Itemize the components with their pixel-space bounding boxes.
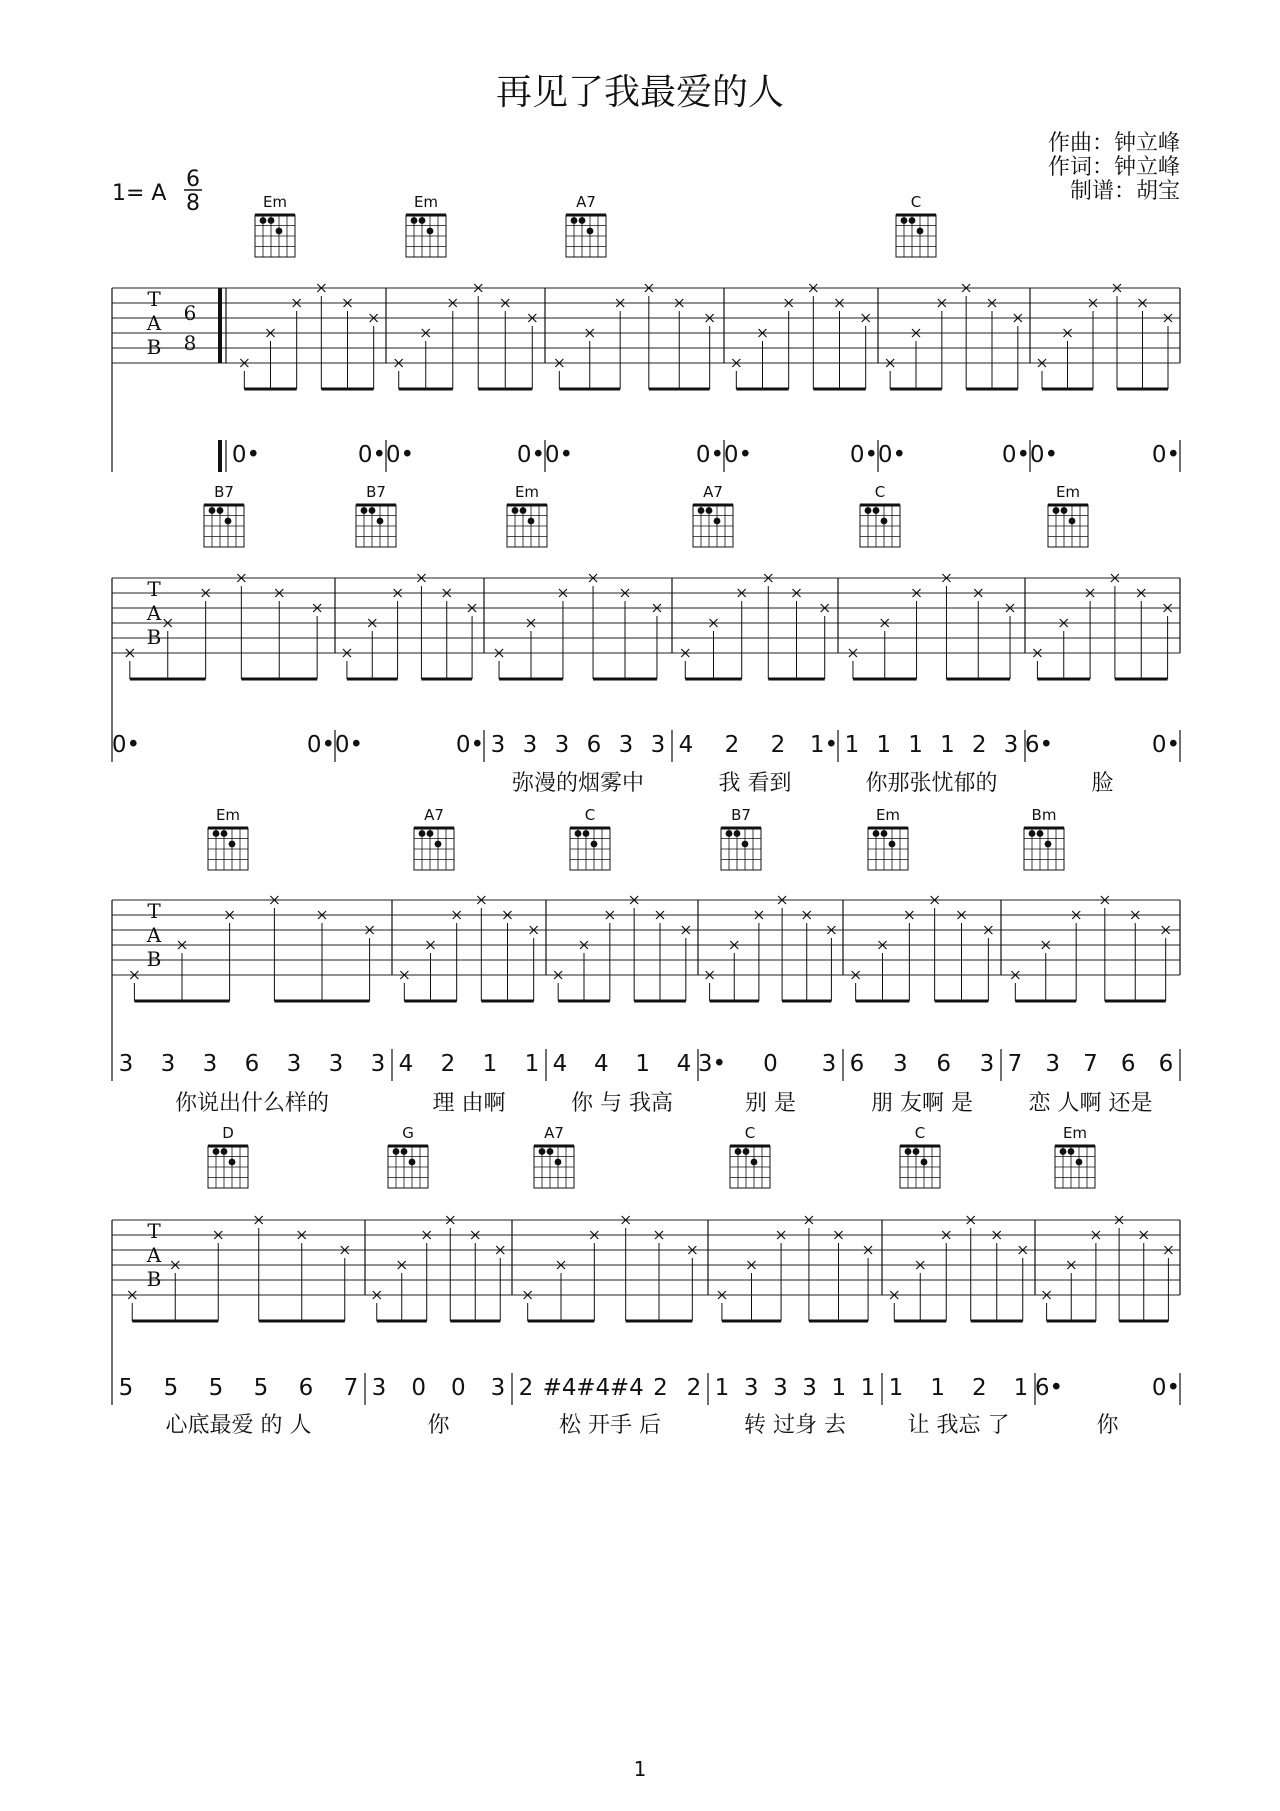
chord-finger-dot	[427, 830, 434, 837]
chord-finger-dot	[706, 507, 713, 514]
jianpu-note: 0•	[723, 442, 753, 468]
jianpu-note: 0•	[1001, 442, 1031, 468]
chord-diagram-c	[860, 483, 900, 547]
tab-clef-letter: T	[147, 899, 161, 923]
chord-finger-dot	[905, 1148, 912, 1155]
jianpu-note: 3	[650, 732, 666, 758]
chord-diagram-c	[900, 1124, 940, 1188]
chord-finger-dot	[419, 217, 426, 224]
chord-finger-dot	[583, 830, 590, 837]
jianpu-note: 2	[972, 1375, 987, 1401]
chord-diagram-em	[507, 483, 547, 547]
jianpu-note: 7	[1007, 1051, 1023, 1077]
tab-clef-letter: A	[146, 1243, 162, 1267]
chord-diagram-c	[730, 1124, 770, 1188]
jianpu-note: 2	[686, 1375, 702, 1401]
jianpu-note: 6	[1158, 1051, 1174, 1077]
chord-finger-dot	[917, 228, 924, 235]
chord-finger-dot	[751, 1159, 758, 1166]
chord-finger-dot	[221, 1148, 228, 1155]
system-2	[112, 483, 1180, 796]
jianpu-note: 6	[298, 1375, 314, 1401]
chord-finger-dot	[1045, 841, 1052, 848]
chord-diagram-em	[255, 193, 295, 257]
jianpu-note: 4	[552, 1051, 568, 1077]
lyric-text: 你说出什么样的	[174, 1091, 330, 1116]
chord-finger-dot	[571, 217, 578, 224]
chord-finger-dot	[1060, 1148, 1067, 1155]
chord-finger-dot	[1076, 1159, 1083, 1166]
jianpu-note: 1	[908, 732, 923, 758]
chord-finger-dot	[889, 841, 896, 848]
jianpu-note: 0•	[357, 442, 387, 468]
chord-finger-dot	[555, 1159, 562, 1166]
chord-name: C	[874, 483, 886, 501]
jianpu-note: #4	[576, 1375, 611, 1401]
jianpu-note: 1	[524, 1051, 540, 1077]
jianpu-note: 1	[635, 1051, 650, 1077]
jianpu-note: 6	[244, 1051, 260, 1077]
page-number: 1	[633, 1757, 647, 1781]
chord-finger-dot	[881, 518, 888, 525]
chord-diagram-a7	[414, 806, 454, 870]
chord-name: C	[914, 1124, 926, 1142]
chord-name: Em	[1062, 1124, 1088, 1142]
jianpu-note: #4	[609, 1375, 644, 1401]
chord-finger-dot	[735, 1148, 742, 1155]
chord-finger-dot	[528, 518, 535, 525]
lyric-text: 朋 友啊 是	[871, 1091, 973, 1116]
chord-finger-dot	[539, 1148, 546, 1155]
chord-diagram-g	[388, 1124, 428, 1188]
tab-clef-letter: T	[147, 1219, 161, 1243]
jianpu-note: 5	[163, 1375, 179, 1401]
jianpu-note: 0•	[1151, 442, 1181, 468]
jianpu-note: 2	[971, 732, 987, 758]
chord-finger-dot	[1053, 507, 1060, 514]
jianpu-note: 3	[371, 1375, 387, 1401]
lyric-text: 脸	[1091, 771, 1114, 796]
chord-diagram-bm	[1024, 806, 1064, 870]
chord-finger-dot	[913, 1148, 920, 1155]
jianpu-note: 3	[286, 1051, 302, 1077]
jianpu-note: 0•	[334, 732, 364, 758]
tab-clef-letter: B	[146, 1267, 162, 1291]
chord-finger-dot	[520, 507, 527, 514]
chord-name: C	[744, 1124, 756, 1142]
chord-finger-dot	[435, 841, 442, 848]
chord-finger-dot	[409, 1159, 416, 1166]
jianpu-note: 0•	[455, 732, 485, 758]
chord-finger-dot	[260, 217, 267, 224]
credit-transcriber: 制谱：胡宝	[1069, 179, 1180, 204]
chord-name: A7	[424, 806, 444, 824]
jianpu-note: 0•	[877, 442, 907, 468]
jianpu-note: 3	[802, 1375, 817, 1401]
credit-lyricist: 作词：钟立峰	[1047, 155, 1180, 180]
jianpu-note: 1	[831, 1375, 847, 1401]
jianpu-note: 0•	[849, 442, 879, 468]
jianpu-note: 1	[714, 1375, 730, 1401]
jianpu-note: 0•	[695, 442, 725, 468]
chord-finger-dot	[698, 507, 705, 514]
jianpu-note: 0	[451, 1375, 466, 1401]
lyric-text: 让 我忘 了	[907, 1413, 1010, 1438]
chord-finger-dot	[714, 518, 721, 525]
chord-name: Em	[262, 193, 288, 211]
chord-name: Em	[413, 193, 439, 211]
jianpu-note: 1	[940, 732, 955, 758]
chord-finger-dot	[901, 217, 908, 224]
jianpu-note: 5	[253, 1375, 269, 1401]
chord-finger-dot	[547, 1148, 554, 1155]
chord-finger-dot	[411, 217, 418, 224]
jianpu-note: 3	[522, 732, 538, 758]
chord-diagram-em	[1055, 1124, 1095, 1188]
chord-finger-dot	[1037, 830, 1044, 837]
chord-finger-dot	[734, 830, 741, 837]
chord-name: Em	[514, 483, 540, 501]
jianpu-note: 5	[208, 1375, 224, 1401]
lyric-text: 恋 人啊 还是	[1028, 1091, 1153, 1116]
chord-finger-dot	[921, 1159, 928, 1166]
jianpu-note: 5	[118, 1375, 134, 1401]
jianpu-note: 1	[482, 1051, 498, 1077]
jianpu-note: 1	[888, 1375, 904, 1401]
jianpu-note: 6	[936, 1051, 951, 1077]
jianpu-note: 0•	[516, 442, 546, 468]
lyric-text: 你	[1096, 1413, 1119, 1438]
chord-finger-dot	[217, 507, 224, 514]
chord-diagram-em	[1048, 483, 1088, 547]
chord-name: Em	[875, 806, 901, 824]
system-1	[112, 193, 1180, 472]
chord-diagram-em	[868, 806, 908, 870]
lyric-text: 松 开手 后	[559, 1413, 661, 1438]
tab-time-top: 6	[183, 301, 197, 325]
chord-diagram-d	[208, 1124, 248, 1188]
tab-clef-letter: B	[146, 625, 162, 649]
jianpu-note: 0•	[1029, 442, 1059, 468]
chord-name: Em	[1055, 483, 1081, 501]
chord-finger-dot	[575, 830, 582, 837]
jianpu-note: 0•	[1151, 732, 1181, 758]
jianpu-note: 3•	[697, 1051, 727, 1077]
jianpu-note: 2	[770, 732, 786, 758]
chord-finger-dot	[361, 507, 368, 514]
jianpu-note: 3	[370, 1051, 386, 1077]
jianpu-note: 1•	[809, 732, 839, 758]
jianpu-note: 1	[1013, 1375, 1029, 1401]
chord-finger-dot	[221, 830, 228, 837]
chord-name: Bm	[1031, 806, 1057, 824]
jianpu-note: 3	[554, 732, 570, 758]
chord-finger-dot	[393, 1148, 400, 1155]
jianpu-note: 0	[763, 1051, 778, 1077]
chord-finger-dot	[427, 228, 434, 235]
jianpu-note: 0	[411, 1375, 426, 1401]
jianpu-note: 0•	[231, 442, 261, 468]
chord-name: C	[584, 806, 596, 824]
jianpu-note: 6•	[1024, 732, 1054, 758]
lyric-text: 别 是	[745, 1091, 796, 1116]
chord-name: D	[222, 1124, 234, 1142]
jianpu-note: 3	[893, 1051, 908, 1077]
chord-diagram-em	[406, 193, 446, 257]
chord-name: B7	[731, 806, 751, 824]
tab-clef-letter: T	[147, 577, 161, 601]
lyric-text: 你	[427, 1413, 450, 1438]
chord-finger-dot	[1069, 518, 1076, 525]
chord-finger-dot	[229, 841, 236, 848]
jianpu-note: 4	[676, 1051, 692, 1077]
chord-finger-dot	[579, 217, 586, 224]
jianpu-note: 6	[586, 732, 602, 758]
chord-finger-dot	[276, 228, 283, 235]
jianpu-note: 4	[398, 1051, 414, 1077]
jianpu-note: 4	[678, 732, 694, 758]
chord-finger-dot	[213, 1148, 220, 1155]
tab-clef-letter: A	[146, 923, 162, 947]
chord-diagram-em	[208, 806, 248, 870]
jianpu-note: 0•	[544, 442, 574, 468]
chord-finger-dot	[1029, 830, 1036, 837]
lyric-text: 我 看到	[718, 771, 792, 796]
chord-name: A7	[576, 193, 596, 211]
time-signature-top: 6	[186, 167, 200, 192]
jianpu-note: 3	[979, 1051, 995, 1077]
chord-diagram-c	[896, 193, 936, 257]
chord-finger-dot	[268, 217, 275, 224]
chord-diagram-c	[570, 806, 610, 870]
chord-finger-dot	[369, 507, 376, 514]
chord-finger-dot	[587, 228, 594, 235]
systems	[112, 193, 1180, 1438]
jianpu-note: 0•	[111, 732, 141, 758]
chord-finger-dot	[726, 830, 733, 837]
jianpu-note: 3	[1003, 732, 1019, 758]
chord-finger-dot	[742, 841, 749, 848]
jianpu-note: 1	[860, 1375, 876, 1401]
chord-name: A7	[544, 1124, 564, 1142]
jianpu-note: 3	[328, 1051, 344, 1077]
chord-name: A7	[703, 483, 723, 501]
jianpu-note: 6	[1120, 1051, 1136, 1077]
tab-clef-letter: B	[146, 335, 162, 359]
jianpu-note: 3	[618, 732, 634, 758]
chord-finger-dot	[881, 830, 888, 837]
jianpu-note: 3	[490, 1375, 506, 1401]
jianpu-note: 4	[594, 1051, 609, 1077]
chord-finger-dot	[419, 830, 426, 837]
jianpu-note: 3	[202, 1051, 218, 1077]
chord-name: C	[910, 193, 922, 211]
lyric-text: 你 与 我高	[571, 1091, 673, 1116]
jianpu-note: 2	[724, 732, 740, 758]
chord-finger-dot	[865, 507, 872, 514]
credit-composer: 作曲：钟立峰	[1047, 131, 1180, 156]
lyric-text: 弥漫的烟雾中	[511, 771, 645, 796]
jianpu-note: 1	[844, 732, 860, 758]
chord-finger-dot	[225, 518, 232, 525]
chord-diagram-a7	[693, 483, 733, 547]
chord-finger-dot	[743, 1148, 750, 1155]
chord-finger-dot	[213, 830, 220, 837]
chord-name: Em	[215, 806, 241, 824]
jianpu-note: 3	[490, 732, 506, 758]
time-signature-bottom: 8	[186, 191, 200, 216]
jianpu-note: 3	[1045, 1051, 1061, 1077]
jianpu-note: #4	[542, 1375, 577, 1401]
chord-finger-dot	[401, 1148, 408, 1155]
jianpu-note: 1	[876, 732, 892, 758]
tab-time-bottom: 8	[183, 331, 197, 355]
jianpu-note: 0•	[385, 442, 415, 468]
chord-diagram-a7	[566, 193, 606, 257]
jianpu-note: 3	[821, 1051, 837, 1077]
jianpu-note: 7	[343, 1375, 359, 1401]
chord-name: B7	[214, 483, 234, 501]
jianpu-note: 1	[930, 1375, 945, 1401]
jianpu-note: 0•	[1151, 1375, 1181, 1401]
jianpu-note: 3	[160, 1051, 176, 1077]
chord-name: G	[402, 1124, 414, 1142]
chord-finger-dot	[229, 1159, 236, 1166]
chord-diagram-b7	[721, 806, 761, 870]
chord-diagram-a7	[534, 1124, 574, 1188]
chord-finger-dot	[873, 507, 880, 514]
lyric-text: 理 由啊	[432, 1091, 506, 1116]
tab-clef-letter: T	[147, 287, 161, 311]
lyric-text: 转 过身 去	[744, 1413, 846, 1438]
tab-clef-letter: A	[146, 601, 162, 625]
jianpu-note: 3	[743, 1375, 759, 1401]
jianpu-note: 3	[118, 1051, 134, 1077]
chord-name: B7	[366, 483, 386, 501]
tab-clef-letter: A	[146, 311, 162, 335]
chord-finger-dot	[591, 841, 598, 848]
jianpu-note: 6	[849, 1051, 865, 1077]
chord-finger-dot	[1068, 1148, 1075, 1155]
jianpu-note: 3	[773, 1375, 788, 1401]
chord-finger-dot	[1061, 507, 1068, 514]
jianpu-note: 2	[518, 1375, 534, 1401]
system-3	[112, 806, 1180, 1116]
chord-finger-dot	[209, 507, 216, 514]
system-4	[112, 1124, 1180, 1438]
chord-diagram-b7	[204, 483, 244, 547]
jianpu-note: 2	[440, 1051, 456, 1077]
chord-finger-dot	[873, 830, 880, 837]
key-signature: 1= A	[112, 181, 167, 206]
chord-finger-dot	[512, 507, 519, 514]
song-title: 再见了我最爱的人	[495, 72, 785, 113]
tab-clef-letter: B	[146, 947, 162, 971]
jianpu-note: 0•	[306, 732, 336, 758]
chord-diagram-b7	[356, 483, 396, 547]
chord-finger-dot	[909, 217, 916, 224]
lyric-text: 你那张忧郁的	[865, 771, 998, 796]
jianpu-note: 6•	[1034, 1375, 1064, 1401]
jianpu-note: 7	[1083, 1051, 1098, 1077]
chord-finger-dot	[377, 518, 384, 525]
lyric-text: 心底最爱 的 人	[165, 1413, 312, 1438]
jianpu-note: 2	[653, 1375, 668, 1401]
